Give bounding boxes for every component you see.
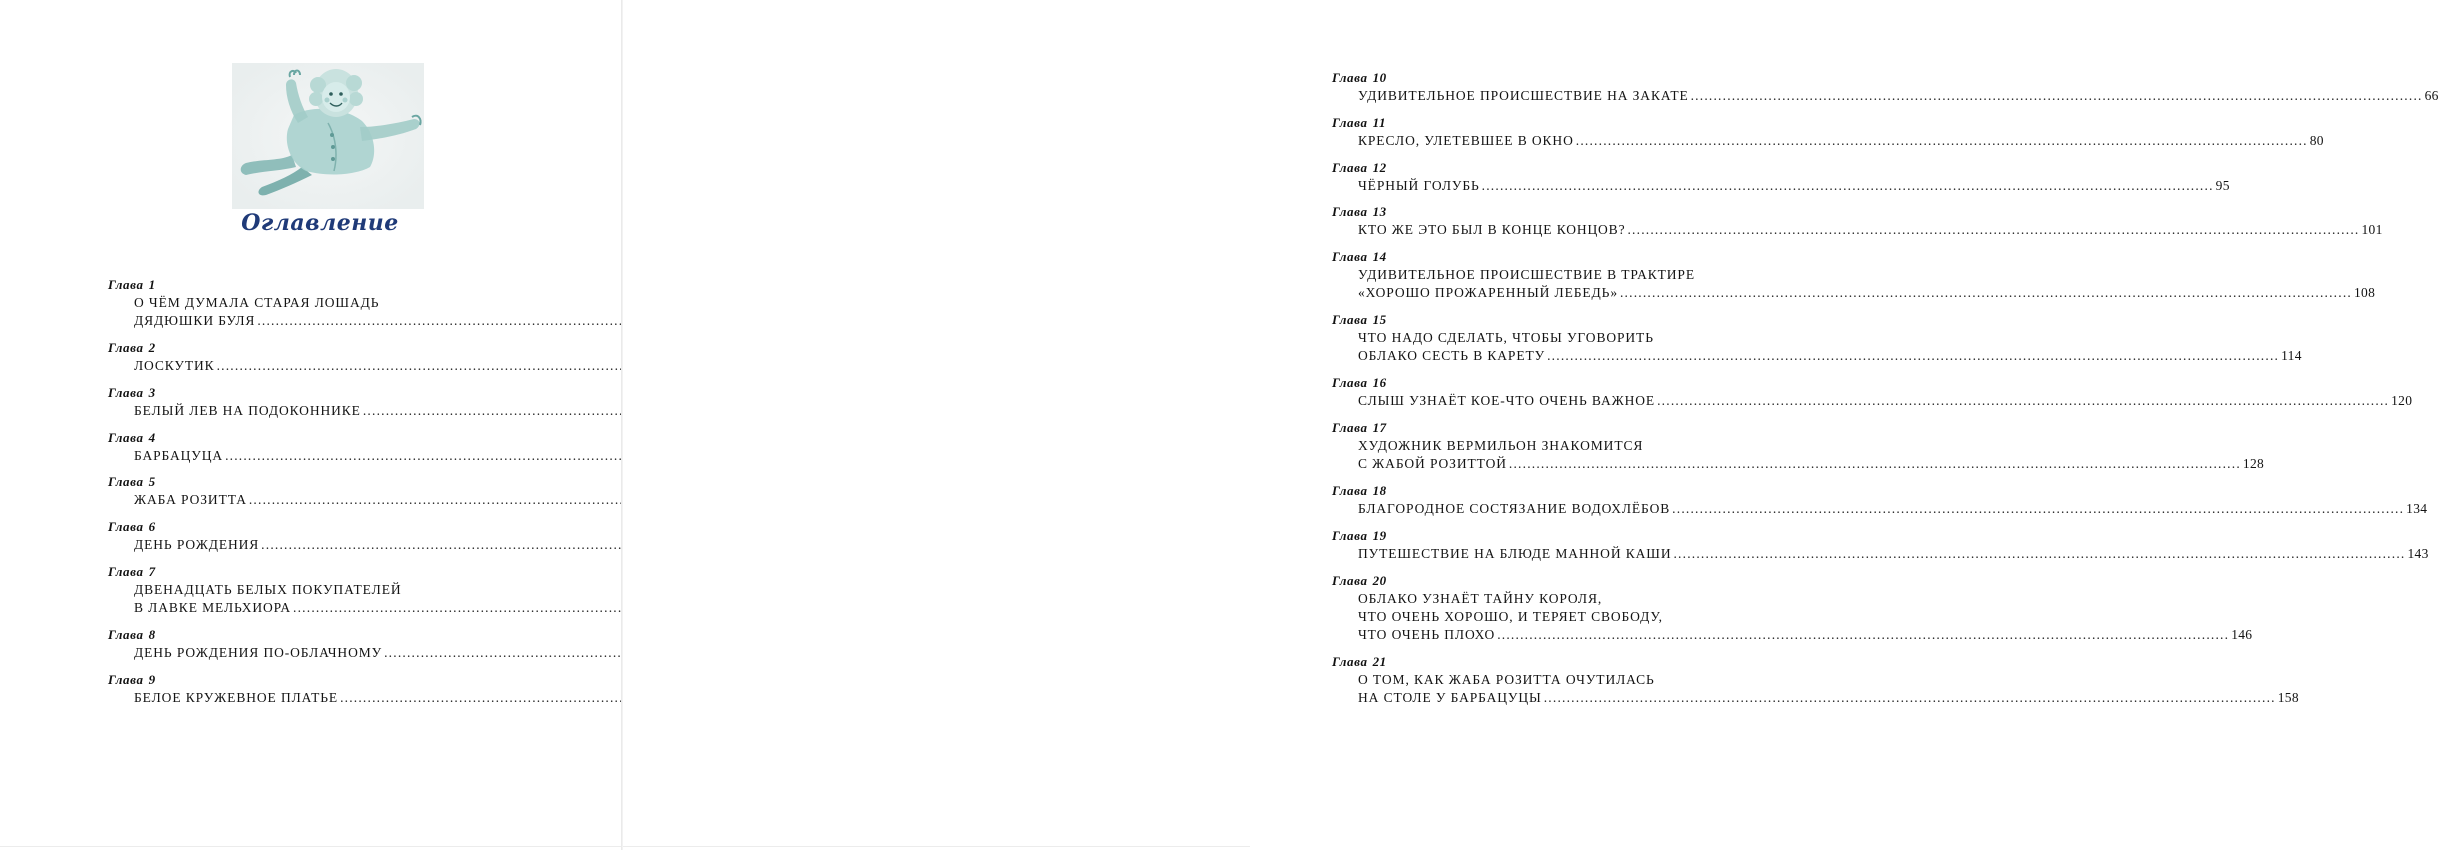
chapter-title-text: В ЛАВКЕ МЕЛЬХИОРА — [134, 600, 292, 616]
toc-entry — [108, 429, 536, 465]
chapter-title-line — [134, 599, 536, 617]
dot-leader — [1576, 132, 2308, 150]
toc-entry — [1332, 527, 2429, 563]
toc-entry — [108, 518, 536, 554]
chapter-label: Глава — [108, 474, 144, 490]
chapter-heading — [1332, 159, 1762, 177]
toc-entry — [1332, 159, 2230, 195]
chapter-title-line — [134, 491, 536, 509]
toc-entry — [1332, 114, 2324, 150]
toc-entry — [1332, 248, 2376, 302]
chapter-number: 16 — [1372, 375, 1387, 391]
chapter-label: Глава — [1332, 653, 1368, 669]
chapter-label: Глава — [1332, 249, 1368, 265]
toc-entry — [1332, 419, 2265, 473]
chapter-title-line — [134, 402, 536, 420]
chapter-title-line — [134, 447, 536, 465]
dot-leader — [1544, 689, 2276, 707]
chapter-title-text: ЧТО ОЧЕНЬ ХОРОШО, И ТЕРЯЕТ СВОБОДУ, — [1358, 608, 1663, 624]
chapter-label: Глава — [1332, 114, 1368, 130]
chapter-title-line — [1358, 392, 2413, 410]
chapter-label: Глава — [108, 671, 144, 687]
chapter-label: Глава — [108, 384, 144, 400]
toc-entry — [1332, 653, 2299, 707]
chapter-heading — [1332, 114, 1762, 132]
chapter-number: 5 — [148, 474, 156, 490]
dot-leader — [1547, 347, 2279, 365]
toc-entry — [108, 671, 536, 707]
chapter-title-text: ОБЛАКО СЕСТЬ В КАРЕТУ — [1358, 348, 1546, 364]
dot-leader — [1482, 177, 2214, 195]
chapter-title-text: БЛАГОРОДНОЕ СОСТЯЗАНИЕ ВОДОХЛЁБОВ — [1358, 500, 1671, 516]
chapter-heading — [1332, 311, 1762, 329]
toc-entry — [1332, 482, 2428, 518]
chapter-title-text: ПУТЕШЕСТВИЕ НА БЛЮДЕ МАННОЙ КАШИ — [1358, 545, 1672, 561]
chapter-number: 15 — [1372, 312, 1387, 328]
chapter-title-line — [1358, 87, 2439, 105]
chapter-number: 9 — [148, 671, 156, 687]
chapter-label: Глава — [1332, 204, 1368, 220]
chapter-title-line — [1358, 671, 1762, 689]
chapter-title-text: ЛОСКУТИК — [134, 358, 215, 373]
chapter-title-line — [134, 689, 536, 707]
chapter-title-line — [1358, 437, 1762, 455]
chapter-number: 11 — [1372, 114, 1387, 130]
toc-entry — [108, 626, 536, 662]
chapter-title-line — [134, 294, 536, 312]
chapter-title-text: ЧТО НАДО СДЕЛАТЬ, ЧТОБЫ УГОВОРИТЬ — [1358, 330, 1654, 346]
chapter-number: 3 — [148, 384, 156, 400]
chapter-title-line — [1358, 132, 2324, 150]
chapter-title-text: ЧЁРНЫЙ ГОЛУБЬ — [1358, 177, 1480, 193]
chapter-title-line — [134, 536, 536, 554]
chapter-title-line — [1358, 545, 2429, 563]
chapter-title-line — [134, 644, 536, 662]
chapter-heading — [108, 671, 536, 689]
chapter-label: Глава — [108, 519, 144, 535]
toc-right-column — [1332, 69, 2439, 716]
chapter-title-text: СЛЫШ УЗНАЁТ КОЕ-ЧТО ОЧЕНЬ ВАЖНОЕ — [1358, 393, 1656, 409]
chapter-heading — [1332, 419, 1762, 437]
page-number: 80 — [2309, 132, 2324, 148]
chapter-heading — [108, 626, 536, 644]
chapter-heading — [1332, 248, 1762, 266]
chapter-title-line — [1358, 177, 2230, 195]
chapter-label: Глава — [1332, 572, 1368, 588]
page-number: 108 — [2353, 285, 2376, 301]
toc-entry — [108, 473, 536, 509]
page-number: 128 — [2242, 456, 2265, 472]
chapter-label: Глава — [108, 277, 144, 292]
chapter-title-text: ДЕНЬ РОЖДЕНИЯ ПО-ОБЛАЧНОМУ — [134, 644, 383, 660]
chapter-title-text: УДИВИТЕЛЬНОЕ ПРОИСШЕСТВИЕ НА ЗАКАТЕ — [1358, 88, 1689, 103]
chapter-title-line — [1358, 689, 2299, 707]
dot-leader — [1657, 392, 2389, 410]
chapter-number: 1 — [148, 277, 156, 292]
page-number: 120 — [2391, 393, 2413, 409]
chapter-title-line — [1358, 284, 2376, 302]
chapter-heading — [108, 276, 536, 294]
chapter-title-line — [1358, 626, 2253, 644]
chapter-title-text: БЕЛОЕ КРУЖЕВНОЕ ПЛАТЬЕ — [134, 689, 339, 705]
chapter-number: 20 — [1372, 572, 1387, 588]
chapter-title-text: ЧТО ОЧЕНЬ ПЛОХО — [1358, 626, 1496, 642]
chapter-label: Глава — [1332, 312, 1368, 328]
chapter-number: 8 — [148, 626, 156, 642]
chapter-title-line — [1358, 347, 2302, 365]
toc-entry — [108, 276, 536, 330]
chapter-label: Глава — [108, 340, 144, 355]
dot-leader — [1672, 500, 2404, 518]
chapter-heading — [1332, 203, 1762, 221]
chapter-heading — [108, 384, 536, 402]
toc-entry — [1332, 572, 2253, 645]
chapter-title-text: КРЕСЛО, УЛЕТЕВШЕЕ В ОКНО — [1358, 132, 1574, 148]
toc-entry — [108, 563, 536, 617]
dot-leader — [1509, 455, 2241, 473]
chapter-title-line — [134, 312, 536, 330]
chapter-title-line — [134, 581, 536, 599]
chapter-title-line — [1358, 266, 1762, 284]
toc-title: Оглавление — [241, 210, 399, 236]
chapter-label: Глава — [1332, 375, 1368, 391]
chapter-label: Глава — [1332, 419, 1368, 435]
chapter-number: 21 — [1372, 653, 1387, 669]
chapter-title-text: ОБЛАКО УЗНАЁТ ТАЙНУ КОРОЛЯ, — [1358, 590, 1603, 606]
chapter-title-line — [1358, 329, 1762, 347]
chapter-title-line — [134, 357, 536, 375]
toc-entry — [1332, 69, 2439, 105]
chapter-number: 13 — [1372, 204, 1387, 220]
toc-entry — [108, 384, 536, 420]
page-number: 134 — [2406, 500, 2428, 516]
chapter-title-text: НА СТОЛЕ У БАРБАЦУЦЫ — [1358, 689, 1542, 705]
chapter-heading — [1332, 572, 1762, 590]
chapter-title-line — [1358, 590, 1762, 608]
dot-leader — [1673, 545, 2405, 563]
chapter-number: 17 — [1372, 419, 1387, 435]
chapter-number: 4 — [148, 429, 156, 445]
chapter-heading — [1332, 653, 1762, 671]
chapter-number: 18 — [1372, 482, 1387, 498]
page-number: 143 — [2407, 545, 2429, 561]
chapter-heading — [108, 339, 536, 357]
page-number: 146 — [2231, 626, 2253, 642]
chapter-heading — [1332, 69, 1762, 87]
chapter-label: Глава — [108, 429, 144, 445]
chapter-number: 6 — [148, 519, 156, 535]
chapter-number: 2 — [148, 340, 156, 355]
chapter-heading — [108, 563, 536, 581]
page-number: 158 — [2277, 689, 2299, 705]
dot-leader — [1620, 284, 2352, 302]
chapter-heading — [108, 429, 536, 447]
chapter-number: 12 — [1372, 159, 1387, 175]
left-page — [0, 0, 621, 847]
chapter-heading — [108, 518, 536, 536]
chapter-label: Глава — [1332, 527, 1368, 543]
page-number: 114 — [2281, 348, 2302, 364]
page-number: 66 — [2424, 88, 2439, 103]
chapter-label: Глава — [108, 626, 144, 642]
toc-entry — [1332, 311, 2302, 365]
chapter-label: Глава — [108, 563, 144, 579]
chapter-heading — [108, 473, 536, 491]
chapter-title-text: КТО ЖЕ ЭТО БЫЛ В КОНЦЕ КОНЦОВ? — [1358, 222, 1626, 238]
chapter-title-line — [1358, 608, 1762, 626]
chapter-title-text: УДИВИТЕЛЬНОЕ ПРОИСШЕСТВИЕ В ТРАКТИРЕ — [1358, 267, 1695, 283]
chapter-title-text: «ХОРОШО ПРОЖАРЕННЫЙ ЛЕБЕДЬ» — [1358, 285, 1618, 301]
chapter-heading — [1332, 374, 1762, 392]
dot-leader — [1691, 87, 2423, 105]
right-page — [623, 0, 2439, 847]
chapter-title-line — [1358, 455, 2265, 473]
chapter-title-text: БАРБАЦУЦА — [134, 447, 224, 463]
toc-entry — [1332, 374, 2413, 410]
chapter-number: 10 — [1372, 70, 1387, 85]
toc-entry — [1332, 203, 2383, 239]
chapter-number: 14 — [1372, 249, 1387, 265]
toc-entry — [108, 339, 536, 375]
cloud-boy-illustration — [232, 63, 424, 209]
chapter-number: 19 — [1372, 527, 1387, 543]
chapter-title-text: ДЕНЬ РОЖДЕНИЯ — [134, 537, 260, 553]
chapter-label: Глава — [1332, 482, 1368, 498]
chapter-title-text: О ЧЁМ ДУМАЛА СТАРАЯ ЛОШАДЬ — [134, 295, 380, 310]
chapter-heading — [1332, 527, 1762, 545]
chapter-title-line — [1358, 221, 2383, 239]
chapter-heading — [1332, 482, 1762, 500]
chapter-title-text: ХУДОЖНИК ВЕРМИЛЬОН ЗНАКОМИТСЯ — [1358, 437, 1644, 453]
chapter-title-text: ДЯДЮШКИ БУЛЯ — [134, 313, 256, 329]
chapter-title-text: О ТОМ, КАК ЖАБА РОЗИТТА ОЧУТИЛАСЬ — [1358, 671, 1655, 687]
dot-leader — [1497, 626, 2229, 644]
toc-left-column — [108, 276, 536, 716]
chapter-title-text: С ЖАБОЙ РОЗИТТОЙ — [1358, 456, 1507, 472]
page-number: 101 — [2361, 222, 2383, 238]
chapter-label: Глава — [1332, 159, 1368, 175]
chapter-title-text: ЖАБА РОЗИТТА — [134, 492, 247, 508]
chapter-number: 7 — [148, 563, 156, 579]
chapter-label: Глава — [1332, 70, 1368, 85]
chapter-title-text: ДВЕНАДЦАТЬ БЕЛЫХ ПОКУПАТЕЛЕЙ — [134, 581, 402, 597]
page-number: 95 — [2215, 177, 2230, 193]
chapter-title-line — [1358, 500, 2428, 518]
chapter-title-text: БЕЛЫЙ ЛЕВ НА ПОДОКОННИКЕ — [134, 402, 361, 418]
dot-leader — [1627, 221, 2359, 239]
